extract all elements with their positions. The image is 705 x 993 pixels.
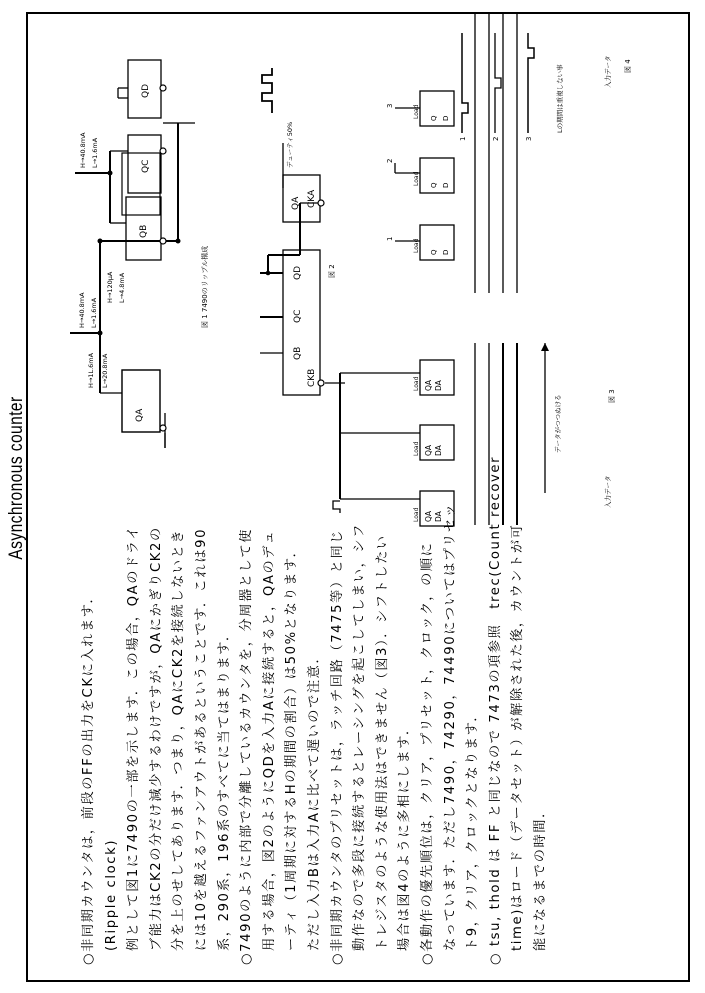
svg-text:DA: DA [434, 445, 443, 456]
ff-label-qc: QC [141, 159, 151, 173]
svg-text:3: 3 [525, 136, 533, 141]
svg-text:DA: DA [434, 380, 443, 391]
ff-label-qd: QD [141, 83, 151, 98]
fig3-input-label: 入力データ [604, 475, 612, 508]
svg-text:Load: Load [413, 238, 420, 253]
body-line: ○非同期カウンタは，前段のFFの出力をCKに入れます． [81, 588, 96, 965]
body-line: ト9，クリア，クロックとなります． [465, 706, 481, 951]
figure-3-caption: 図 3 [608, 389, 616, 403]
svg-text:D: D [442, 249, 450, 255]
svg-text:Load: Load [413, 171, 420, 186]
label-branch1-l: L→1.6mA [90, 297, 98, 328]
svg-text:D: D [442, 182, 450, 188]
svg-text:1: 1 [459, 136, 467, 141]
svg-text:QA: QA [424, 510, 433, 522]
svg-text:Load: Load [413, 104, 420, 119]
fig2-qc: QC [293, 309, 303, 323]
ff-label-qa: QA [135, 408, 145, 422]
label-qa-l: L→20.8mA [101, 353, 109, 388]
svg-text:2: 2 [492, 136, 500, 141]
body-line: 分を上のせしてあります．つまり，QAにCK2を接続しないとき [171, 528, 187, 951]
svg-text:Load: Load [413, 376, 420, 391]
body-line: 用する場合，図2のようにQDを入力Aに接続すると，QAのデュ [261, 529, 277, 951]
body-line: 動作なので多段に接続するとレーシングを起こしてしまい，シフ [352, 523, 368, 951]
fig4-input-label: 入力データ [604, 55, 612, 88]
svg-text:Q: Q [430, 249, 438, 255]
body-line: ただし入力Bは入力Aに比べて遅いので注意． [306, 648, 322, 951]
fig2-qa: QA [291, 196, 301, 210]
svg-text:Load: Load [413, 507, 420, 522]
svg-text:3: 3 [386, 103, 394, 108]
body-line: 例として図1に7490の一部を示します．この場合，QAのドライ [126, 525, 142, 951]
fig2-qd: QD [293, 265, 303, 280]
fig4-note: Lの期間は重複しない事 [556, 64, 564, 133]
fig2-ckb: CKB [307, 368, 317, 387]
fig2-duty-label: デューティ50% [286, 121, 294, 168]
body-line: ○非同期カウンタのプリセットは，ラッチ回路（7475等）と同じ [329, 528, 345, 965]
fig3-arrow-label: データがつつぬける [554, 394, 562, 453]
body-line: 系，290系，196系のすべてに当てはまります． [216, 626, 232, 951]
body-line: ○7490のように内部で分離しているカウンタを，分周器として使 [239, 527, 255, 965]
body-line: time)はロード（データセット）が解除された後，カウントが可 [510, 523, 526, 951]
fig2-cka: CKA [307, 189, 317, 208]
body-line: ブ能力はCK2の分だけ減少するわけですが，QAにかぎりCK2の [148, 526, 164, 951]
svg-text:DA: DA [434, 511, 443, 522]
label-ckb-l: L→4.8mA [118, 272, 126, 303]
body-line: 場合は図4のように多相にします． [397, 720, 413, 951]
body-line: なっています．ただし7490，74290，74490についてはプリセッ [442, 502, 458, 951]
figure-4-labels [386, 104, 533, 255]
label-qb-h: H→40.8mA [79, 132, 87, 168]
figure-2-caption: 図 2 [328, 264, 336, 278]
label-qb-l: L→1.6mA [91, 137, 99, 168]
svg-text:Q: Q [430, 182, 438, 188]
svg-text:QA: QA [424, 444, 433, 456]
svg-text:Load: Load [413, 441, 420, 456]
svg-text:1: 1 [386, 236, 394, 241]
label-branch1-h: H→40.8mA [78, 292, 86, 328]
ff-label-qb: QB [139, 224, 149, 238]
body-line: ーティ（1周期に対するHの期間の割合）は50%となります． [284, 542, 300, 951]
body-line: ○ tsu, thold は FF と同じなので 7473の項参照 trec(Count recover [487, 455, 503, 965]
body-line: 能になるまでの時間． [532, 803, 548, 951]
page-title: Asynchronous counter [6, 396, 27, 560]
svg-text:Q: Q [430, 115, 438, 121]
body-line: (Ripple clock) [103, 838, 119, 951]
fig2-qb: QB [293, 346, 303, 360]
figure-1-caption: 図 1 7490のリップル構成 [201, 245, 209, 328]
figure-4-caption: 図 4 [624, 59, 632, 73]
svg-text:QA: QA [424, 379, 433, 391]
body-line: には10を越えるファンアウトがあるということです．これは90 [193, 527, 209, 951]
svg-text:D: D [442, 115, 450, 121]
label-qa-h: H→1L.6mA [87, 352, 95, 388]
body-line: ○各動作の優先順位は，クリア，プリセット，クロック，の順に [419, 541, 435, 965]
body-line: トレジスタのような使用法はできません（図3）．シフトしたい [374, 534, 390, 951]
svg-text:2: 2 [386, 158, 394, 163]
label-ckb-h: H→120μA [106, 271, 114, 303]
